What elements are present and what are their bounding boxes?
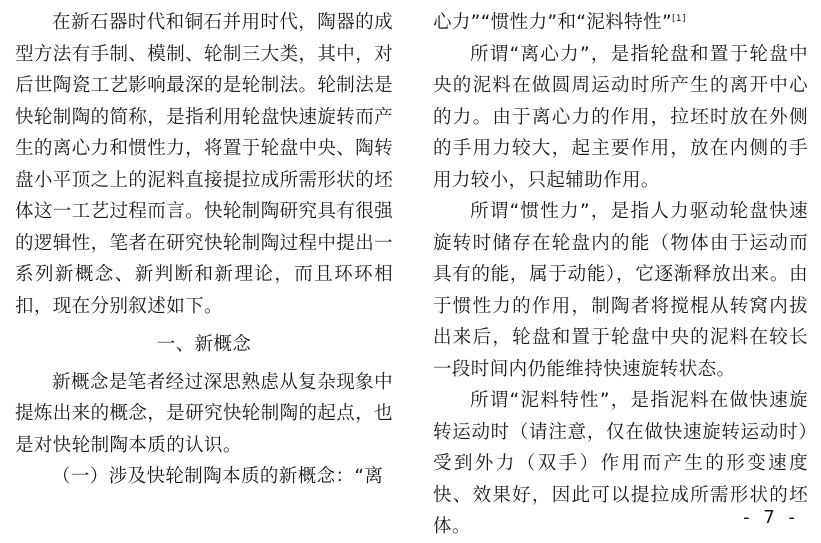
section-heading: 一、新概念 [156, 334, 252, 355]
sub-heading-continuation [433, 7, 808, 39]
sub-heading: （一）涉及快轮制陶本质的新概念：“离 [52, 466, 384, 487]
centrifugal-paragraph: 所谓“离心力”，是指轮盘和置于轮盘中央的泥料在做圆周运动时所产生的离开中心的力。由于离心力的作用，拉坯时放在外侧的手用力较大，起主要作用，放在内侧的手用力较小，只起辅助作用。 [433, 43, 808, 191]
intro-paragraph: 在新石器时代和铜石并用时代，陶器的成型方法有手制、模制、轮制三大类，其中，对后世陶瓷工艺影响最深的是轮制法。轮制法是快轮制陶的简称，是指利用轮盘快速旋转而产生的离心力和惯性力，将置于轮盘中央、陶转盘小平顶之上的泥料直接提拉成所需形状的坯体这一工艺过程而言。快轮制陶研究具有很强的逻辑性，笔者在研究快轮制陶过程中提出一系列新概念、新判断和新理论，而且环环相扣，现在分别叙述如下。 [15, 12, 394, 317]
footnote-marker: [1] [671, 13, 686, 24]
left-column [15, 7, 393, 493]
inertial-paragraph: 所谓“惯性力”，是指人力驱动轮盘快速旋转时储存在轮盘内的能（物体由于运动而具有的能，属于动能），它逐渐释放出来。由于惯性力的作用，制陶者将搅棍从转窝内拔出来后，轮盘和置于轮盘中央的泥料在较长一段时间内仍能维持快速旋转状态。 [433, 201, 808, 380]
right-column [433, 7, 808, 543]
clay-paragraph: 所谓“泥料特性”，是指泥料在做快速旋转运动时（请注意，仅在做快速旋转运动时）受到外力（双手）作用而产生的形变速度快、效果好，因此可以提拉成所需形状的坯体。 [433, 390, 808, 537]
page-number: - 7 - [743, 507, 799, 528]
new-concept-paragraph: 新概念是笔者经过深思熟虑从复杂现象中提炼出来的概念，是研究快轮制陶的起点，也是对快轮制陶本质的认识。 [15, 371, 394, 456]
continuation-text: 心力”“惯性力”和“泥料特性” [433, 12, 672, 33]
